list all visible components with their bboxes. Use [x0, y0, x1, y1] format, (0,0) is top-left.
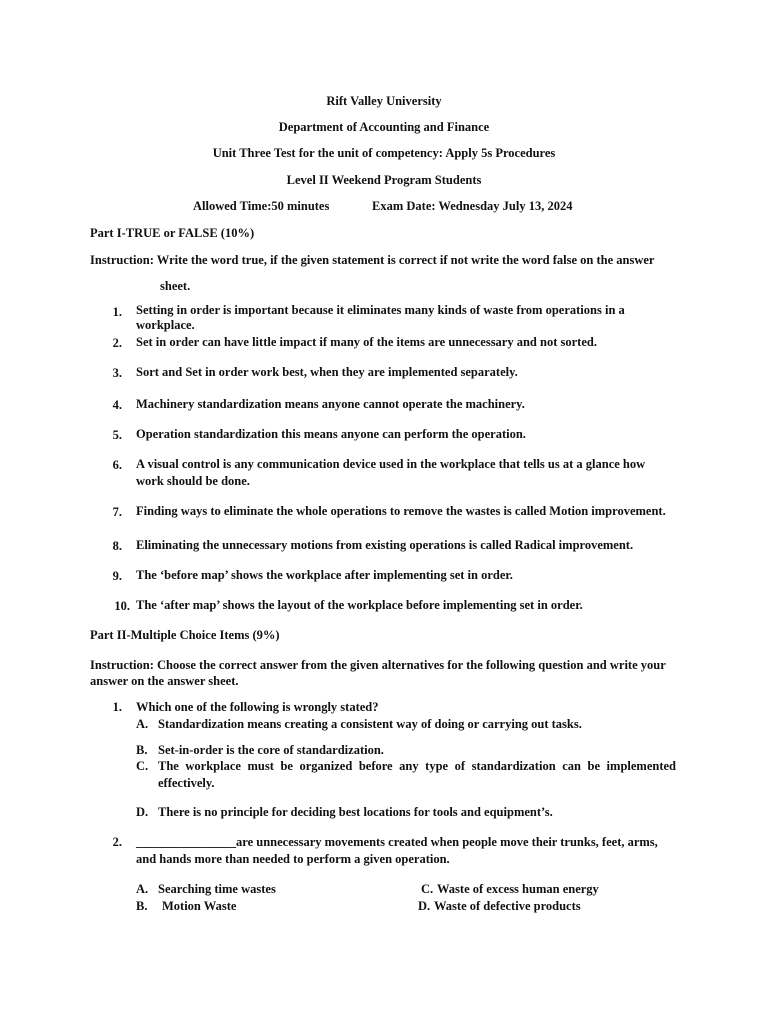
option-text: Set-in-order is the core of standardization. [158, 743, 384, 757]
item-text: Setting in order is important because it eliminates many kinds of waste from operations in a workplace. [136, 303, 625, 332]
question-text: ________________are unnecessary movements created when people move their trunks, feet, arms, and hands more than needed to perform a given operation. [136, 835, 658, 866]
item-text: Machinery standardization means anyone cannot operate the machinery. [136, 397, 525, 411]
item-text: The ‘after map’ shows the layout of the workplace before implementing set in order. [136, 598, 583, 612]
option-text: Searching time wastes [158, 882, 276, 896]
option-letter: B. [136, 743, 148, 757]
department-name: Department of Accounting and Finance [278, 120, 490, 134]
question-number: 2. [112, 835, 122, 849]
exam-date: Exam Date: Wednesday July 13, 2024 [372, 199, 573, 213]
option-text: Waste of excess human energy [437, 882, 599, 896]
option-letter: B. [136, 899, 148, 913]
item-text: The ‘before map’ shows the workplace after implementing set in order. [136, 568, 513, 582]
item-text: Operation standardization this means anyone can perform the operation. [136, 427, 526, 441]
option-letter: A. [136, 717, 149, 731]
item-number: 5. [112, 428, 122, 442]
option-text: Standardization means creating a consistent way of doing or carrying out tasks. [158, 717, 582, 731]
university-name: Rift Valley University [326, 94, 442, 108]
question-text: Which one of the following is wrongly stated? [136, 700, 379, 714]
item-text: A visual control is any communication device used in the workplace that tells us at a glance how work should be done. [136, 457, 646, 488]
option-letter: C. [136, 759, 149, 773]
option-letter: C. [421, 882, 434, 896]
option-text: Motion Waste [162, 899, 237, 913]
question-number: 1. [112, 700, 122, 714]
part1-heading: Part I-TRUE or FALSE (10%) [90, 226, 255, 240]
item-number: 10. [114, 599, 130, 613]
option-text: There is no principle for deciding best locations for tools and equipment’s. [158, 805, 553, 819]
option-letter: D. [418, 899, 431, 913]
item-number: 7. [112, 505, 122, 519]
part1-instruction: Instruction: Write the word true, if the given statement is correct if not write the word false on the answer [90, 253, 655, 267]
item-text: Set in order can have little impact if many of the items are unnecessary and not sorted. [136, 335, 597, 349]
item-text: Sort and Set in order work best, when they are implemented separately. [136, 365, 518, 379]
option-letter: A. [136, 882, 149, 896]
item-number: 2. [112, 336, 122, 350]
item-number: 4. [112, 398, 122, 412]
item-number: 9. [112, 569, 122, 583]
item-number: 8. [112, 539, 122, 553]
part2-instruction: Instruction: Choose the correct answer from the given alternatives for the following question and write your answer on the answer sheet. [90, 658, 666, 688]
option-letter: D. [136, 805, 149, 819]
item-number: 1. [112, 305, 122, 319]
allowed-time: Allowed Time:50 minutes [193, 199, 330, 213]
item-text: Finding ways to eliminate the whole operations to remove the wastes is called Motion improvement. [136, 504, 666, 518]
level-line: Level II Weekend Program Students [286, 173, 482, 187]
item-text: Eliminating the unnecessary motions from existing operations is called Radical improvement. [136, 538, 634, 552]
test-title: Unit Three Test for the unit of competency: Apply 5s Procedures [212, 146, 556, 160]
part2-heading: Part II-Multiple Choice Items (9%) [90, 628, 280, 642]
item-number: 6. [112, 458, 122, 472]
option-text: Waste of defective products [434, 899, 581, 913]
part1-instruction-cont: sheet. [160, 279, 191, 293]
option-text: The workplace must be organized before any type of standardization can be implemented effectively. [158, 759, 676, 790]
item-number: 3. [112, 366, 122, 380]
